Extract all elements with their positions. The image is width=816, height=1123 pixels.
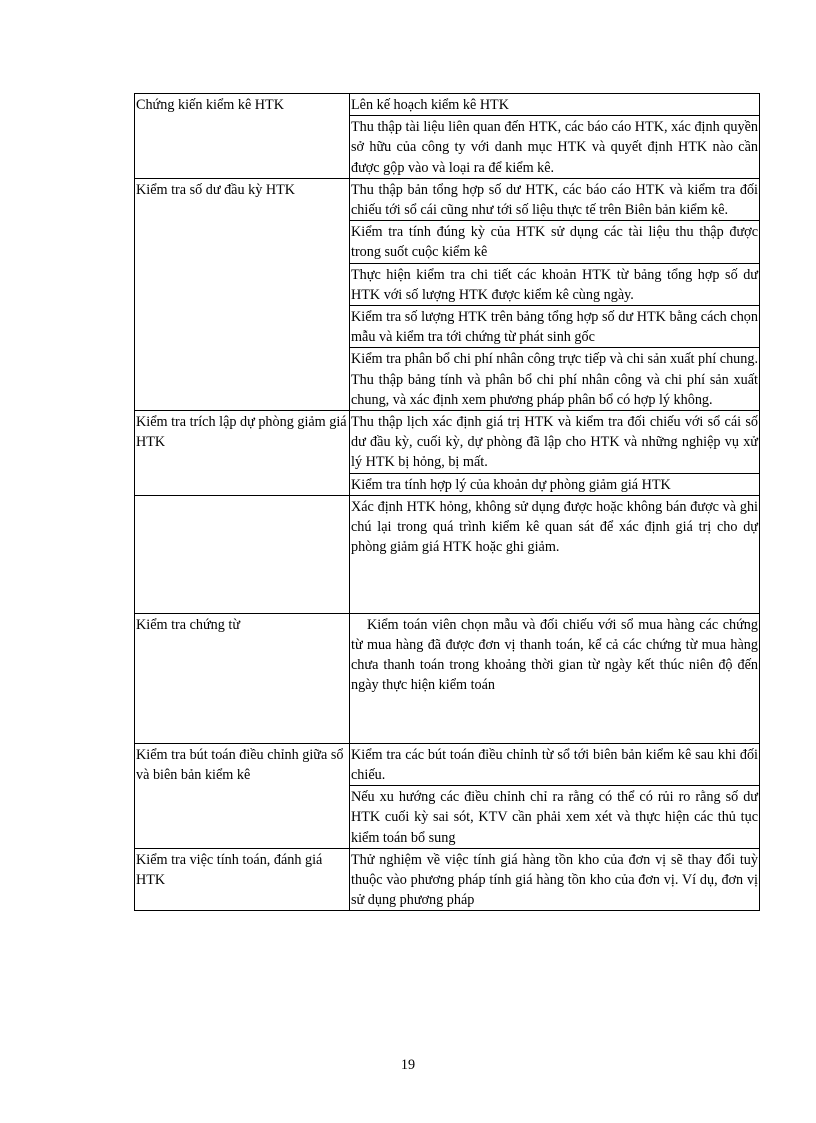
procedure-cell: Kiểm tra trích lập dự phòng giảm giá HTK (135, 411, 350, 496)
procedure-cell: Kiểm tra việc tính toán, đánh giá HTK (135, 848, 350, 911)
table-row (135, 743, 760, 785)
step-cell: Kiểm toán viên chọn mẫu và đối chiếu với sổ mua hàng các chứng từ mua hàng đã được đơn vị thanh toán, kể cả các chứng từ mua hàng chưa thanh toán trong khoảng thời gian từ ngày kết thúc niên độ đến ngày thực hiện kiểm toán (350, 613, 760, 743)
step-cell: Kiểm tra các bút toán điều chỉnh từ sổ tới biên bản kiểm kê sau khi đối chiếu. (350, 743, 760, 785)
table-row (135, 411, 760, 474)
table-row (135, 613, 760, 743)
step-cell: Thu thập tài liệu liên quan đến HTK, các báo cáo HTK, xác định quyền sở hữu của công ty với danh mục HTK và quyết định HTK nào cần được gộp vào và loại ra để kiểm kê. (350, 116, 760, 179)
step-cell: Kiểm tra tính hợp lý của khoản dự phòng giảm giá HTK (350, 473, 760, 495)
table-row (135, 94, 760, 116)
procedure-cell: Chứng kiến kiểm kê HTK (135, 94, 350, 179)
table-row (135, 848, 760, 911)
procedure-cell: Kiểm tra bút toán điều chỉnh giữa sổ và biên bản kiểm kê (135, 743, 350, 848)
table-row (135, 178, 760, 220)
step-cell: Thu thập lịch xác định giá trị HTK và kiểm tra đối chiếu với sổ cái số dư đầu kỳ, cuối kỳ, dự phòng đã lập cho HTK và những nghiệp vụ xử lý HTK bị hỏng, bị mất. (350, 411, 760, 474)
page-number: 19 (400, 1057, 416, 1073)
step-cell: Thu thập bản tổng hợp số dư HTK, các báo cáo HTK và kiểm tra đối chiếu tới sổ cái cũng như tới số liệu thực tế trên Biên bản kiểm kê. (350, 178, 760, 220)
step-cell: Kiểm tra phân bổ chi phí nhân công trực tiếp và chi sản xuất phí chung. Thu thập bảng tính và phân bổ chi phí nhân công và chi phí sản xuất chung, và xác định xem phương pháp phân bổ có hợp lý không. (350, 348, 760, 411)
procedure-cell: Kiểm tra số dư đầu kỳ HTK (135, 178, 350, 410)
procedure-cell (135, 495, 350, 613)
step-cell: Kiểm tra số lượng HTK trên bảng tổng hợp số dư HTK bằng cách chọn mẫu và kiểm tra tới chứng từ phát sinh gốc (350, 306, 760, 348)
step-cell: Thử nghiệm về việc tính giá hàng tồn kho của đơn vị sẽ thay đổi tuỳ thuộc vào phương pháp tính giá hàng tồn kho của đơn vị. Ví dụ, đơn vị sử dụng phương pháp (350, 848, 760, 911)
step-cell: Thực hiện kiểm tra chi tiết các khoản HTK từ bảng tổng hợp số dư HTK với số lượng HTK được kiểm kê cùng ngày. (350, 263, 760, 305)
step-cell: Kiểm tra tính đúng kỳ của HTK sử dụng các tài liệu thu thập được trong suốt cuộc kiểm kê (350, 221, 760, 263)
step-cell: Lên kế hoạch kiểm kê HTK (350, 94, 760, 116)
step-cell: Nếu xu hướng các điều chỉnh chỉ ra rằng có thể có rủi ro rằng số dư HTK cuối kỳ sai sót, KTV cần phải xem xét và thực hiện các thủ tục kiểm toán bổ sung (350, 786, 760, 849)
step-cell: Xác định HTK hỏng, không sử dụng được hoặc không bán được và ghi chú lại trong quá trình kiểm kê quan sát để xác định giá trị cho dự phòng giảm giá HTK hoặc ghi giảm. (350, 495, 760, 613)
procedure-cell: Kiểm tra chứng từ (135, 613, 350, 743)
audit-procedures-table (134, 93, 760, 911)
table-row (135, 495, 760, 613)
